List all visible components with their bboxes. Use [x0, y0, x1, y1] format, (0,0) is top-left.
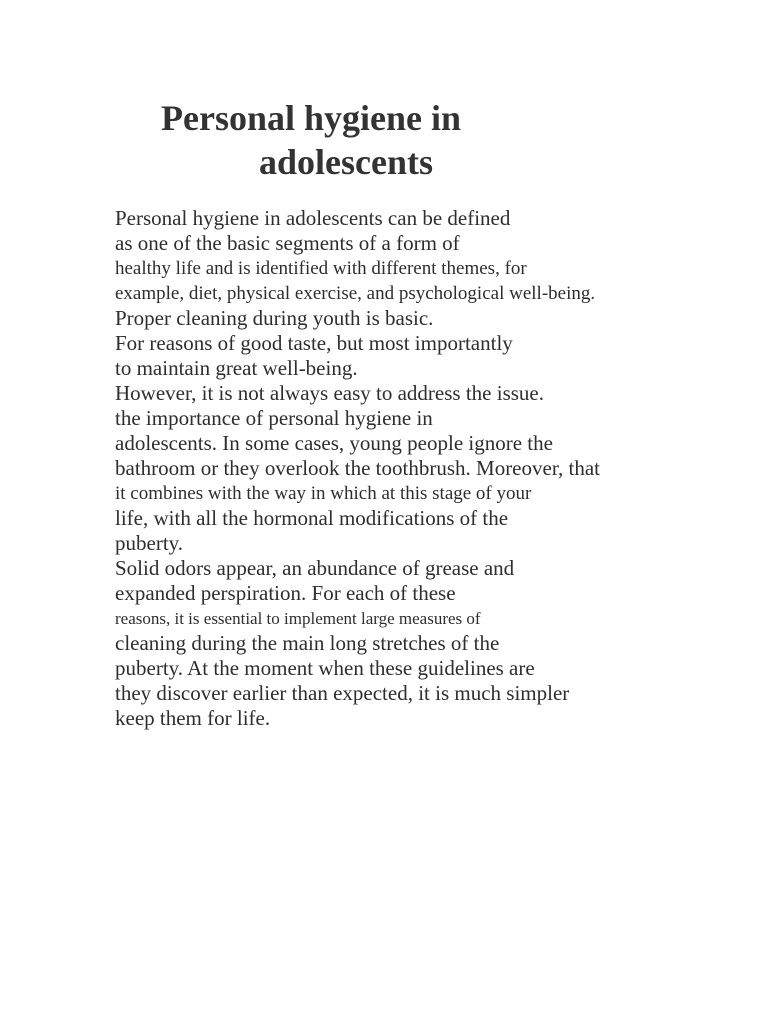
- body-paragraph: [115, 206, 755, 731]
- body-line: expanded perspiration. For each of these: [115, 581, 456, 605]
- body-line: healthy life and is identified with different themes, for: [115, 258, 527, 279]
- body-line: For reasons of good taste, but most importantly: [115, 331, 513, 355]
- body-line: life, with all the hormonal modifications of the: [115, 506, 509, 530]
- body-line: they discover earlier than expected, it is much simpler: [115, 681, 570, 705]
- page-title: [0, 96, 768, 184]
- body-line: Proper cleaning during youth is basic.: [115, 306, 434, 330]
- body-line: Solid odors appear, an abundance of grease and: [115, 556, 515, 580]
- body-line: it combines with the way in which at this stage of your: [115, 483, 532, 504]
- title-line-1: Personal hygiene in: [161, 98, 462, 138]
- body-line: Personal hygiene in adolescents can be defined: [115, 206, 511, 230]
- body-line: to maintain great well-being.: [115, 356, 358, 380]
- body-line: bathroom or they overlook the toothbrush. Moreover, that: [115, 456, 600, 480]
- body-line: cleaning during the main long stretches of the: [115, 631, 500, 655]
- body-line: reasons, it is essential to implement large measures of: [115, 609, 481, 628]
- body-line: However, it is not always easy to address the issue.: [115, 381, 544, 405]
- title-line-2: adolescents: [259, 142, 433, 182]
- body-line: puberty.: [115, 531, 184, 555]
- body-line: example, diet, physical exercise, and psychological well-being.: [115, 283, 596, 304]
- body-line: puberty. At the moment when these guidelines are: [115, 656, 535, 680]
- body-line: adolescents. In some cases, young people ignore the: [115, 431, 553, 455]
- body-line: the importance of personal hygiene in: [115, 406, 433, 430]
- body-line: keep them for life.: [115, 706, 271, 730]
- body-line: as one of the basic segments of a form of: [115, 231, 460, 255]
